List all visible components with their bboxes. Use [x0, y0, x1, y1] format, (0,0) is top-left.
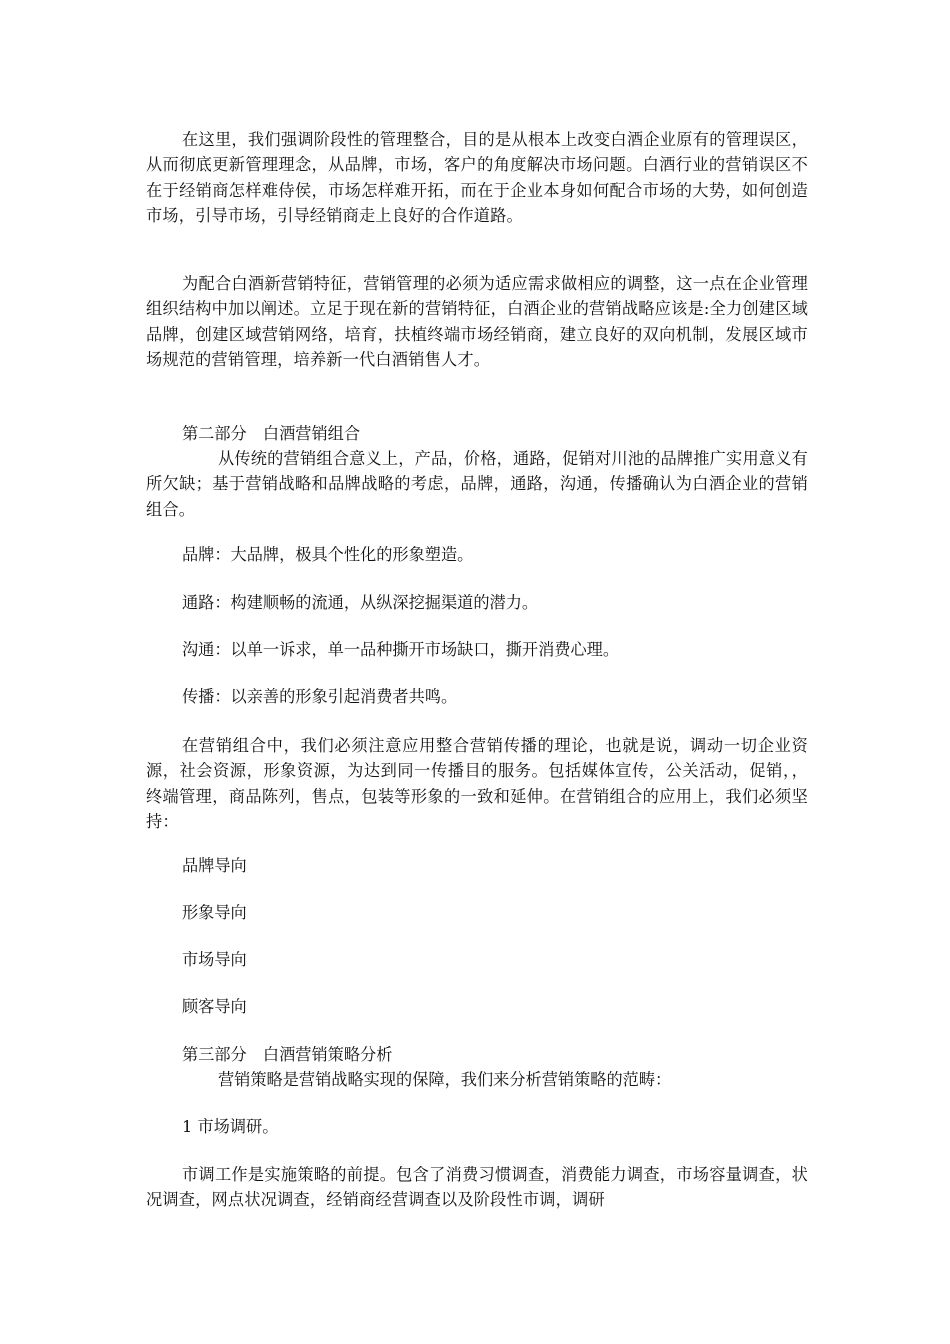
list-item-market-research: 1 市场调研。: [182, 1117, 279, 1136]
mix-item-dissemination: 传播：以亲善的形象引起消费者共鸣。: [182, 687, 458, 706]
mix-item-brand: 品牌：大品牌，极具个性化的形象塑造。: [182, 545, 474, 564]
orientation-customer: 顾客导向: [182, 997, 247, 1016]
orientation-market: 市场导向: [182, 950, 247, 969]
paragraph-management-integration: 在这里，我们强调阶段性的管理整合，目的是从根本上改变白酒企业原有的管理误区，从而彻底更新管理理念，从品牌，市场，客户的角度解决市场问题。白酒行业的营销误区不在于经销商怎样难侍侯，市场怎样难开拓，而在于企业本身如何配合市场的大势，如何创造市场，引导市场，引导经销商走上良好的合作道路。: [146, 130, 808, 226]
paragraph-integrated-communication: 在营销组合中，我们必须注意应用整合营销传播的理论，也就是说，调动一切企业资源，社会资源，形象资源，为达到同一传播目的服务。包括媒体宣传，公关活动，促销，，终端管理，商品陈列，售点，包装等形象的一致和延伸。在营销组合的应用上，我们必须坚持：: [146, 736, 808, 832]
paragraph-marketing-mix: 从传统的营销组合意义上，产品，价格，通路，促销对川池的品牌推广实用意义有所欠缺；基于营销战略和品牌战略的考虑，品牌，通路，沟通，传播确认为白酒企业的营销组合。: [146, 449, 808, 519]
orientation-image: 形象导向: [182, 903, 247, 922]
mix-item-channel: 通路：构建顺畅的流通，从纵深挖掘渠道的潜力。: [182, 593, 539, 612]
mix-item-communication: 沟通：以单一诉求，单一品种撕开市场缺口，撕开消费心理。: [182, 640, 620, 659]
paragraph-market-survey: 市调工作是实施策略的前提。包含了消费习惯调查，消费能力调查，市场容量调查，状况调查，网点状况调查，经销商经营调查以及阶段性市调，调研: [146, 1165, 808, 1210]
section-heading-marketing-mix: 第二部分 白酒营销组合: [182, 424, 361, 443]
section-heading-strategy-analysis: 第三部分 白酒营销策略分析: [182, 1045, 393, 1064]
orientation-brand: 品牌导向: [182, 856, 247, 875]
paragraph-strategy-scope: 营销策略是营销战略实现的保障，我们来分析营销策略的范畴：: [218, 1070, 672, 1089]
paragraph-marketing-strategy: 为配合白酒新营销特征，营销管理的必须为适应需求做相应的调整，这一点在企业管理组织结构中加以阐述。立足于现在新的营销特征，白酒企业的营销战略应该是:全力创建区域品牌，创建区域营销网络，培育，扶植终端市场经销商，建立良好的双向机制，发展区域市场规范的营销管理，培养新一代白酒销售人才。: [146, 274, 808, 370]
